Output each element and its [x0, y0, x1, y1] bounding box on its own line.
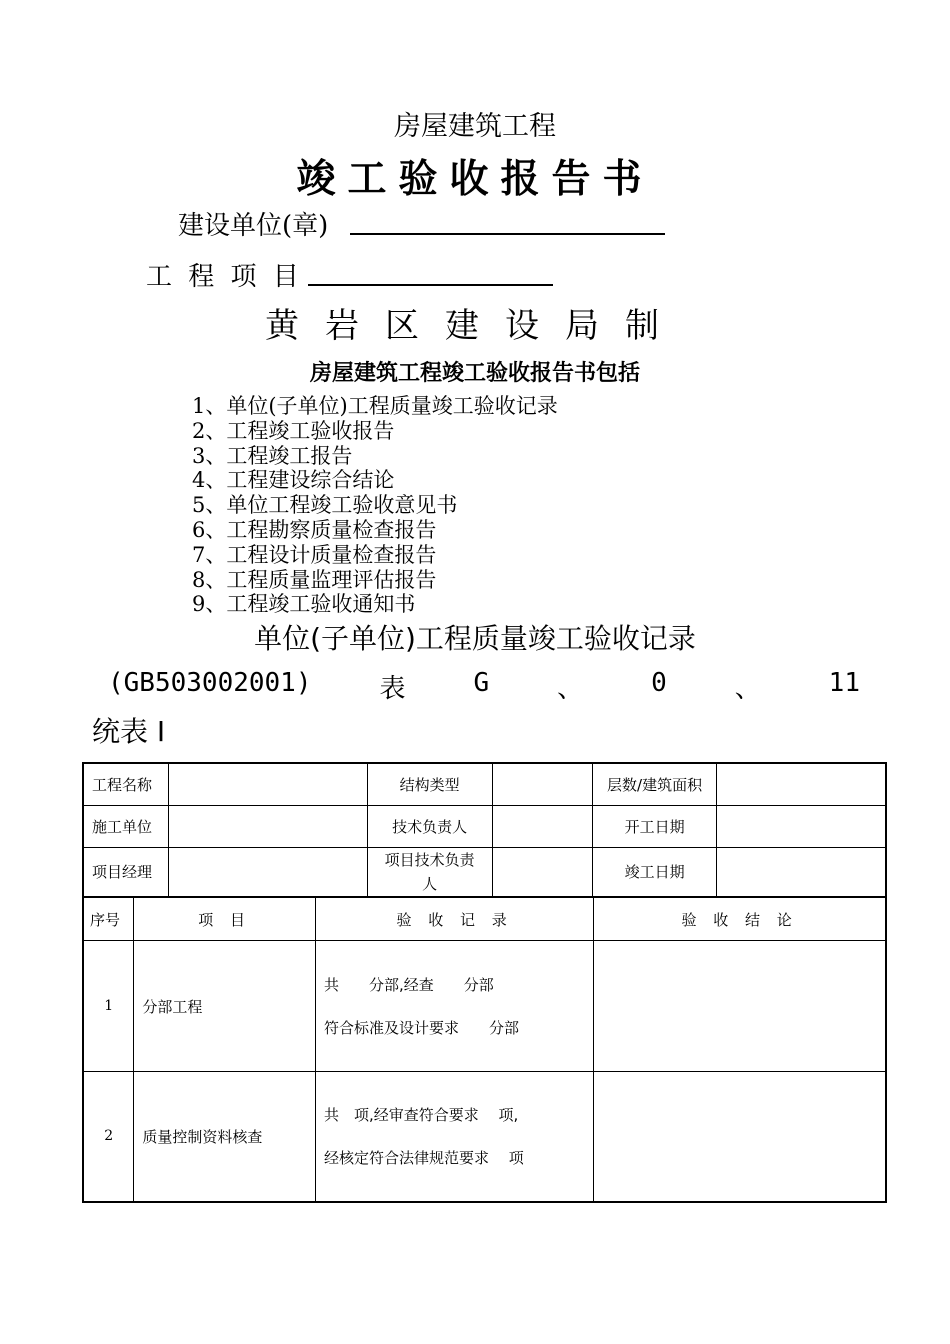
- contractor-label: 施工单位: [83, 805, 169, 847]
- record-title: 单位(子单位)工程质量竣工验收记录: [254, 622, 696, 655]
- standard-part: 0: [651, 668, 667, 698]
- list-item: 8、工程质量监理评估报告: [192, 567, 437, 592]
- start-date-value[interactable]: [716, 805, 886, 847]
- project-name-value[interactable]: [169, 763, 367, 805]
- table-row: [83, 763, 886, 805]
- acceptance-table: [82, 897, 887, 1203]
- start-date-label: 开工日期: [593, 805, 717, 847]
- standard-part: 、: [557, 674, 584, 704]
- floors-area-value[interactable]: [716, 763, 886, 805]
- row-number: 1: [83, 941, 134, 1072]
- project-label: 工 程 项 目: [146, 262, 303, 292]
- table-header-row: [83, 898, 886, 941]
- technical-lead-value[interactable]: [492, 805, 593, 847]
- construction-unit-label: 建设单位(章): [178, 211, 329, 241]
- table-row: [83, 1072, 886, 1202]
- standard-code: (GB503002001): [108, 668, 312, 698]
- list-item: 5、单位工程竣工验收意见书: [192, 493, 458, 518]
- standard-part: 11: [828, 668, 860, 698]
- project-tech-lead-value[interactable]: [492, 847, 593, 897]
- cover-title: 竣工验收报告书: [296, 157, 654, 202]
- list-item: 7、工程设计质量检查报告: [192, 542, 437, 567]
- column-header-no: 序号: [83, 898, 134, 941]
- structure-type-label: 结构类型: [367, 763, 492, 805]
- standard-part: 、: [734, 674, 761, 704]
- record-line: 经核定符合法律规范要求 项: [323, 1149, 524, 1168]
- project-name-label: 工程名称: [83, 763, 169, 805]
- table-row: [83, 805, 886, 847]
- technical-lead-label: 技术负责人: [367, 805, 492, 847]
- row-item: 质量控制资料核查: [134, 1072, 316, 1202]
- completion-date-value[interactable]: [716, 847, 886, 897]
- list-item: 2、工程竣工验收报告: [192, 418, 395, 443]
- standard-part: 表: [379, 674, 406, 704]
- list-item: 9、工程竣工验收通知书: [192, 592, 416, 617]
- standard-part: G: [473, 668, 490, 698]
- row-record: [315, 1072, 593, 1202]
- contractor-value[interactable]: [169, 805, 367, 847]
- list-item: 3、工程竣工报告: [192, 443, 353, 468]
- standard-reference: [108, 668, 860, 705]
- list-item: 4、工程建设综合结论: [192, 468, 395, 493]
- project-manager-value[interactable]: [169, 847, 367, 897]
- issuer: 黄岩区建设局制: [265, 306, 685, 346]
- project-blank: [308, 284, 553, 286]
- list-item: 1、单位(子单位)工程质量竣工验收记录: [192, 394, 558, 418]
- row-number: 2: [83, 1072, 134, 1202]
- info-table: [82, 762, 887, 898]
- project-manager-label: 项目经理: [83, 847, 169, 897]
- cover-subtitle: 房屋建筑工程: [394, 111, 556, 142]
- project-tech-lead-label: 项目技术负责人: [367, 847, 492, 897]
- row-item: 分部工程: [134, 941, 316, 1072]
- contents-title: 房屋建筑工程竣工验收报告书包括: [309, 361, 640, 386]
- row-conclusion[interactable]: [594, 941, 886, 1072]
- continuation-label: 统表 I: [92, 715, 166, 748]
- structure-type-value[interactable]: [492, 763, 593, 805]
- column-header-item: 项 目: [134, 898, 316, 941]
- completion-date-label: 竣工日期: [593, 847, 717, 897]
- row-conclusion[interactable]: [594, 1072, 886, 1202]
- record-line: 符合标准及设计要求 分部: [323, 1019, 519, 1037]
- row-record: [315, 941, 593, 1072]
- floors-area-label: 层数/建筑面积: [593, 763, 717, 805]
- record-line: 共 项,经审查符合要求 项,: [323, 1106, 519, 1125]
- record-line: 共 分部,经查 分部: [323, 976, 494, 994]
- column-header-record: 验 收 记 录: [315, 898, 593, 941]
- contents-list: [192, 394, 558, 617]
- construction-unit-blank: [350, 233, 665, 235]
- list-item: 6、工程勘察质量检查报告: [192, 517, 437, 542]
- column-header-conclusion: 验 收 结 论: [594, 898, 886, 941]
- table-row: [83, 847, 886, 897]
- table-row: [83, 941, 886, 1072]
